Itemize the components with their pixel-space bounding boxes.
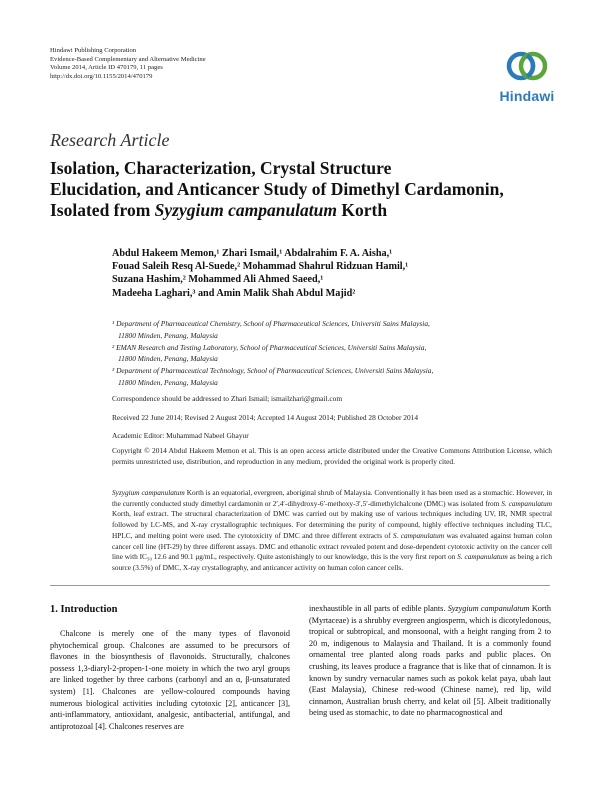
- author-line: Abdul Hakeem Memon,¹ Zhari Ismail,¹ Abdalrahim F. A. Aisha,¹: [112, 248, 393, 259]
- section-divider: [50, 585, 550, 586]
- doi-link[interactable]: http://dx.doi.org/10.1155/2014/470179: [50, 72, 153, 80]
- species-name: Syzygium campanulatum: [154, 200, 337, 220]
- publication-dates: Received 22 June 2014; Revised 2 August 2014; Accepted 14 August 2014; Published 28 October 2014: [112, 413, 419, 422]
- author-line: Madeeha Laghari,³ and Amin Malik Shah Abdul Majid²: [112, 287, 356, 299]
- title-line: Isolation, Characterization, Crystal Structure: [50, 158, 392, 178]
- intro-right-column: inexhaustible in all parts of edible plants. Syzygium campanulatum Korth (Myrtaceae) is a shrubby evergreen angiosperm, which is dicotyledonous, tropical or subtropical, and monsoonal, with a height ranging from 2 to 20 m, indigenous to Malaysia and Thailand. It is a commonly found ornamental tree planted along roads parks and public places. On crushing, its leaves produce a fragrance that is like that of cinnamon. It is known by sundry vernacular names such as pokok kelat paya, ubah laut (East Malaysia), Chinese red-wood (Chinese name), red lip, wild cinnamon, Australian brush cherry, and kelat oil [5]. Albeit traditionally being used as stomachic, to date no pharmacognostical and: [309, 604, 551, 718]
- abstract: Syzygium campanulatum Korth is an equatorial, evergreen, aboriginal shrub of Malaysia. Conventionally it has been used as a stomachic. However, in the currently conducted study dimethyl cardamonin or 2′,4′-dihydroxy-6′-methoxy-3′,5′-dimethylchalcone (DMC) was isolated from S. campanulatum Korth, leaf extract. The structural characterization of DMC was carried out by making use of various techniques including UV, IR, NMR spectral followed by LC-MS, and X-ray crystallographic techniques. For determining the purity of compound, highly effective techniques including TLC, HPLC, and melting point were used. The cytotoxicity of DMC and three different extracts of S. campanulatum was evaluated against human colon cancer cell line (HT-29) by three different assays. DMC and ethanolic extract revealed potent and dose-dependent cytotoxic activity on the cancer cell line with IC₅₀ 12.6 and 90.1 μg/mL, respectively. Quite astonishingly to our knowledge, this is the very first report on S. campanulatum as being a rich source (3.5%) of DMC, X-ray crystallography, and anticancer activity on human colon cancer cells.: [112, 488, 552, 572]
- author-list: [112, 247, 552, 300]
- paper-title: [50, 158, 570, 221]
- hindawi-rings-icon: [498, 47, 556, 89]
- affiliation-line: 11800 Minden, Penang, Malaysia: [118, 377, 218, 387]
- hindawi-wordmark: Hindawi: [499, 88, 555, 104]
- copyright-notice: Copyright © 2014 Abdul Hakeem Memon et al. This is an open access article distributed under the Creative Commons Attribution License, which permits unrestricted use, distribution, and reproduction in any medium, provided the original work is properly cited.: [112, 446, 552, 466]
- author-line: Fouad Saleih Resq Al-Suede,² Mohammad Shahrul Ridzuan Hamil,¹: [112, 261, 409, 273]
- title-line: Isolated from Syzygium campanulatum Korth: [50, 200, 388, 220]
- title-line: Elucidation, and Anticancer Study of Dimethyl Cardamonin,: [50, 179, 504, 199]
- volume-info: Volume 2014, Article ID 470179, 11 pages: [50, 64, 163, 72]
- correspondence: Correspondence should be addressed to Zhari Ismail; ismailzhari@gmail.com: [112, 394, 343, 403]
- article-type: Research Article: [50, 130, 170, 150]
- affiliation-line: ¹ Department of Pharmaceutical Chemistry, School of Pharmaceutical Sciences, Universiti Sains Malaysia,: [112, 319, 430, 328]
- journal-header: [50, 47, 206, 81]
- author-line: Suzana Hashim,² Mohammed Ali Ahmed Saeed,¹: [112, 274, 324, 286]
- affiliation-line: 11800 Minden, Penang, Malaysia: [118, 354, 218, 364]
- affiliations: [112, 318, 562, 389]
- intro-paragraph: Chalcone is merely one of the many types of flavonoid phytochemical group. Chalcones are assumed to be precursors of flavones in the biosynthesis of flavonoids. Structurally, chalcones possess 1,3-diaryl-2-propen-1-one moiety in which the two aryl groups are linked together by three carbons (carbonyl and an α, β-unsaturated system) [1]. Chalcones are yellow-coloured compounds having numerous biological activities including cytotoxic [2], anticancer [3], anti-inflammatory, antioxidant, analgesic, antibacterial, antifungal, and antiprotozoal [4]. Chalcones reserves are: [50, 629, 290, 731]
- journal-name: Evidence-Based Complementary and Alternative Medicine: [50, 55, 206, 63]
- affiliation-line: 11800 Minden, Penang, Malaysia: [118, 330, 218, 340]
- publisher-name: Hindawi Publishing Corporation: [50, 47, 137, 54]
- hindawi-logo: [498, 47, 556, 107]
- section-heading: 1. Introduction: [50, 604, 118, 615]
- academic-editor: Academic Editor: Muhammad Nabeel Ghayur: [112, 431, 249, 440]
- affiliation-line: ³ Department of Pharmaceutical Technology, School of Pharmaceutical Sciences, Universiti Sains Malaysia,: [112, 366, 434, 376]
- intro-left-column: [50, 628, 290, 732]
- affiliation-line: ² EMAN Research and Testing Laboratory, School of Pharmaceutical Sciences, Universiti Sains Malaysia,: [112, 342, 427, 352]
